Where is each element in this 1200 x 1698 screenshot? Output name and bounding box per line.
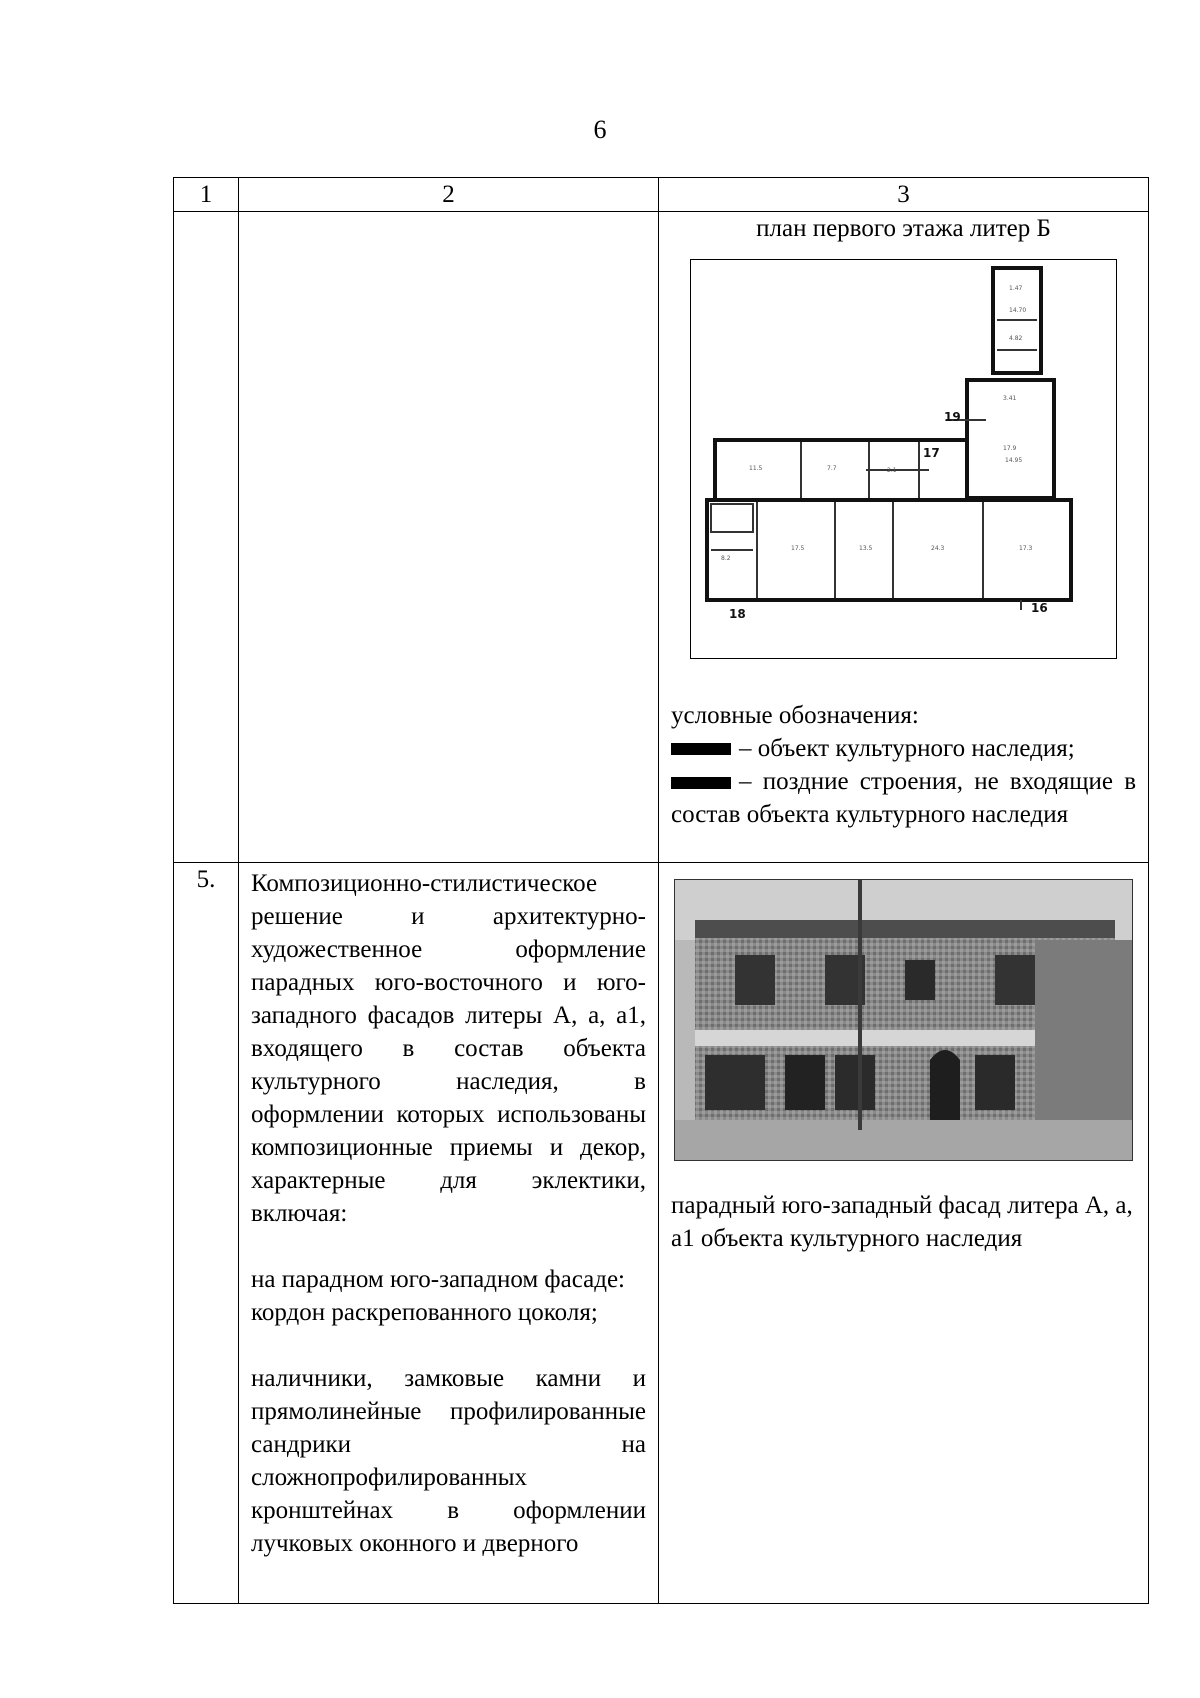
svg-text:17.3: 17.3	[1019, 545, 1033, 552]
svg-text:17.5: 17.5	[791, 545, 805, 552]
plan-caption: план первого этажа литер Б	[756, 215, 1051, 242]
description-paragraph: наличники, замковые камни и прямолинейные профилированные сандрики на сложнопрофилированных кронштейнах в оформлении лучковых оконного и дверного	[251, 1365, 646, 1557]
row1-description-cell	[239, 212, 659, 863]
row2-description-cell	[239, 863, 659, 1604]
plan-label-18: 18	[729, 607, 746, 621]
table-row	[174, 863, 1149, 1604]
row2-image-cell	[659, 863, 1149, 1604]
svg-text:13.5: 13.5	[859, 545, 873, 552]
legend-item-late-label: поздние строения, не входящие в состав объекта культурного наследия	[671, 768, 1137, 828]
legend-title: условные обозначения:	[671, 702, 919, 729]
legend-swatch-heritage	[671, 743, 731, 755]
svg-text:3.41: 3.41	[1003, 395, 1017, 402]
table-row	[174, 212, 1149, 863]
plan-label-16: 16	[1031, 601, 1048, 615]
header-col-1: 1	[174, 178, 239, 212]
svg-text:11.5: 11.5	[749, 465, 763, 472]
facade-photo	[674, 879, 1133, 1161]
legend-item-late	[671, 765, 1136, 831]
row1-number-cell	[174, 212, 239, 863]
svg-text:17.9: 17.9	[1003, 445, 1017, 452]
svg-text:8.2: 8.2	[721, 555, 731, 562]
description-paragraph: Композиционно-стилистическое решение и архитектурно-художественное оформление парадных юго-восточного и юго-западного фасадов литеры А, а, а1, входящего в состав объекта культурного наследия, в оформлении которых использованы композиционные приемы и декор, характерные для эклектики, включая:	[251, 870, 646, 1227]
plan-label-17: 17	[923, 446, 940, 460]
svg-text:7.7: 7.7	[827, 465, 837, 472]
svg-text:24.3: 24.3	[931, 545, 945, 552]
svg-text:14.70: 14.70	[1009, 307, 1027, 314]
svg-text:2.1: 2.1	[887, 467, 897, 474]
header-col-2: 2	[239, 178, 659, 212]
description-paragraph: на парадном юго-западном фасаде:	[251, 1266, 625, 1293]
legend-swatch-late	[671, 777, 731, 789]
svg-text:4.82: 4.82	[1009, 335, 1023, 342]
description-paragraph: кордон раскрепованного цоколя;	[251, 1299, 598, 1326]
heritage-table	[173, 177, 1149, 1604]
table-header-row	[174, 178, 1149, 212]
header-col-3: 3	[659, 178, 1149, 212]
legend-item-late-dash: –	[739, 768, 752, 795]
row2-number-cell: 5.	[174, 863, 239, 1604]
plan-label-19: 19	[944, 410, 961, 424]
legend-item-heritage-label: – объект культурного наследия;	[739, 735, 1075, 762]
legend	[671, 699, 1136, 831]
photo-caption: парадный юго-западный фасад литера А, а, а1 объекта культурного наследия	[671, 1192, 1133, 1252]
legend-item-heritage	[671, 732, 1136, 765]
svg-text:1.47: 1.47	[1009, 285, 1023, 292]
row1-image-cell	[659, 212, 1149, 863]
page-number: 6	[593, 115, 607, 144]
svg-text:14.95: 14.95	[1005, 457, 1023, 464]
floor-plan-image	[690, 259, 1117, 659]
